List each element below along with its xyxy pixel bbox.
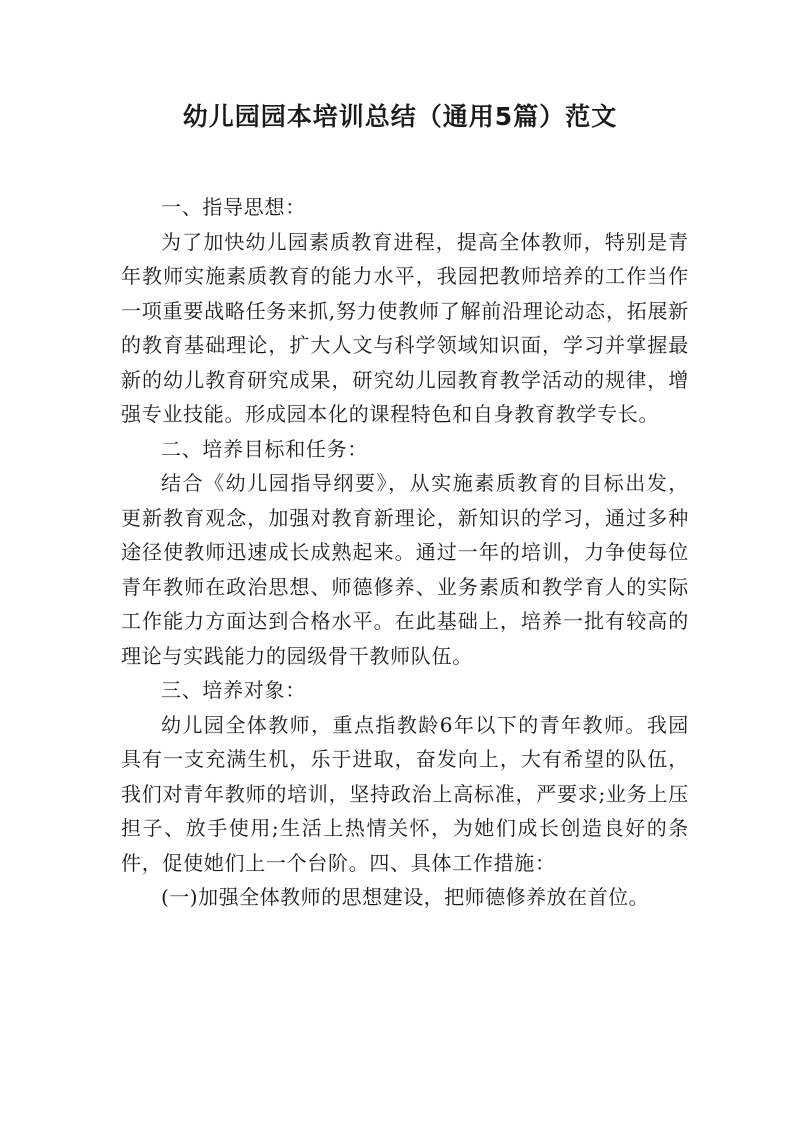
section-heading-goals-and-tasks: 二、培养目标和任务：: [161, 436, 368, 461]
section-paragraph-goals-and-tasks: 结合《幼儿园指导纲要》，从实施素质教育的目标出发，更新教育观念，加强对教育新理论，新知识的学习，通过多种途径使教师迅速成长成熟起来。通过一年的培训，力争使每位青年教师在政治思想、师德修养、业务素质和教学育人的实际工作能力方面达到合格水平。在此基础上，培养一批有较高的理论与实践能力的园级骨干教师队伍。: [121, 471, 689, 668]
section-heading-guiding-ideology: 一、指导思想：: [161, 195, 306, 219]
measure-item-1: (一)加强全体教师的思想建设，把师德修养放在首位。: [161, 885, 650, 909]
section-heading-training-targets: 三、培养对象：: [161, 678, 306, 702]
section-paragraph-guiding-ideology: 为了加快幼儿园素质教育进程，提高全体教师，特别是青年教师实施素质教育的能力水平，我园把教师培养的工作当作一项重要战略任务来抓,努力使教师了解前沿理论动态，拓展新的教育基础理论，扩大人文与科学领域知识面，学习并掌握最新的幼儿教育研究成果，研究幼儿园教育教学活动的规律，增强专业技能。形成园本化的课程特色和自身教育教学专长。: [121, 229, 689, 426]
section-paragraph-training-targets: 幼儿园全体教师，重点指教龄6年以下的青年教师。我园具有一支充满生机，乐于进取，奋发向上，大有希望的队伍，我们对青年教师的培训，坚持政治上高标准，严要求;业务上压担子、放手使用;生活上热情关怀，为她们成长创造良好的条件，促使她们上一个台阶。四、具体工作措施：: [121, 712, 689, 875]
document-body: [121, 190, 689, 915]
document-title: 幼儿园园本培训总结（通用5篇）范文: [182, 102, 618, 131]
